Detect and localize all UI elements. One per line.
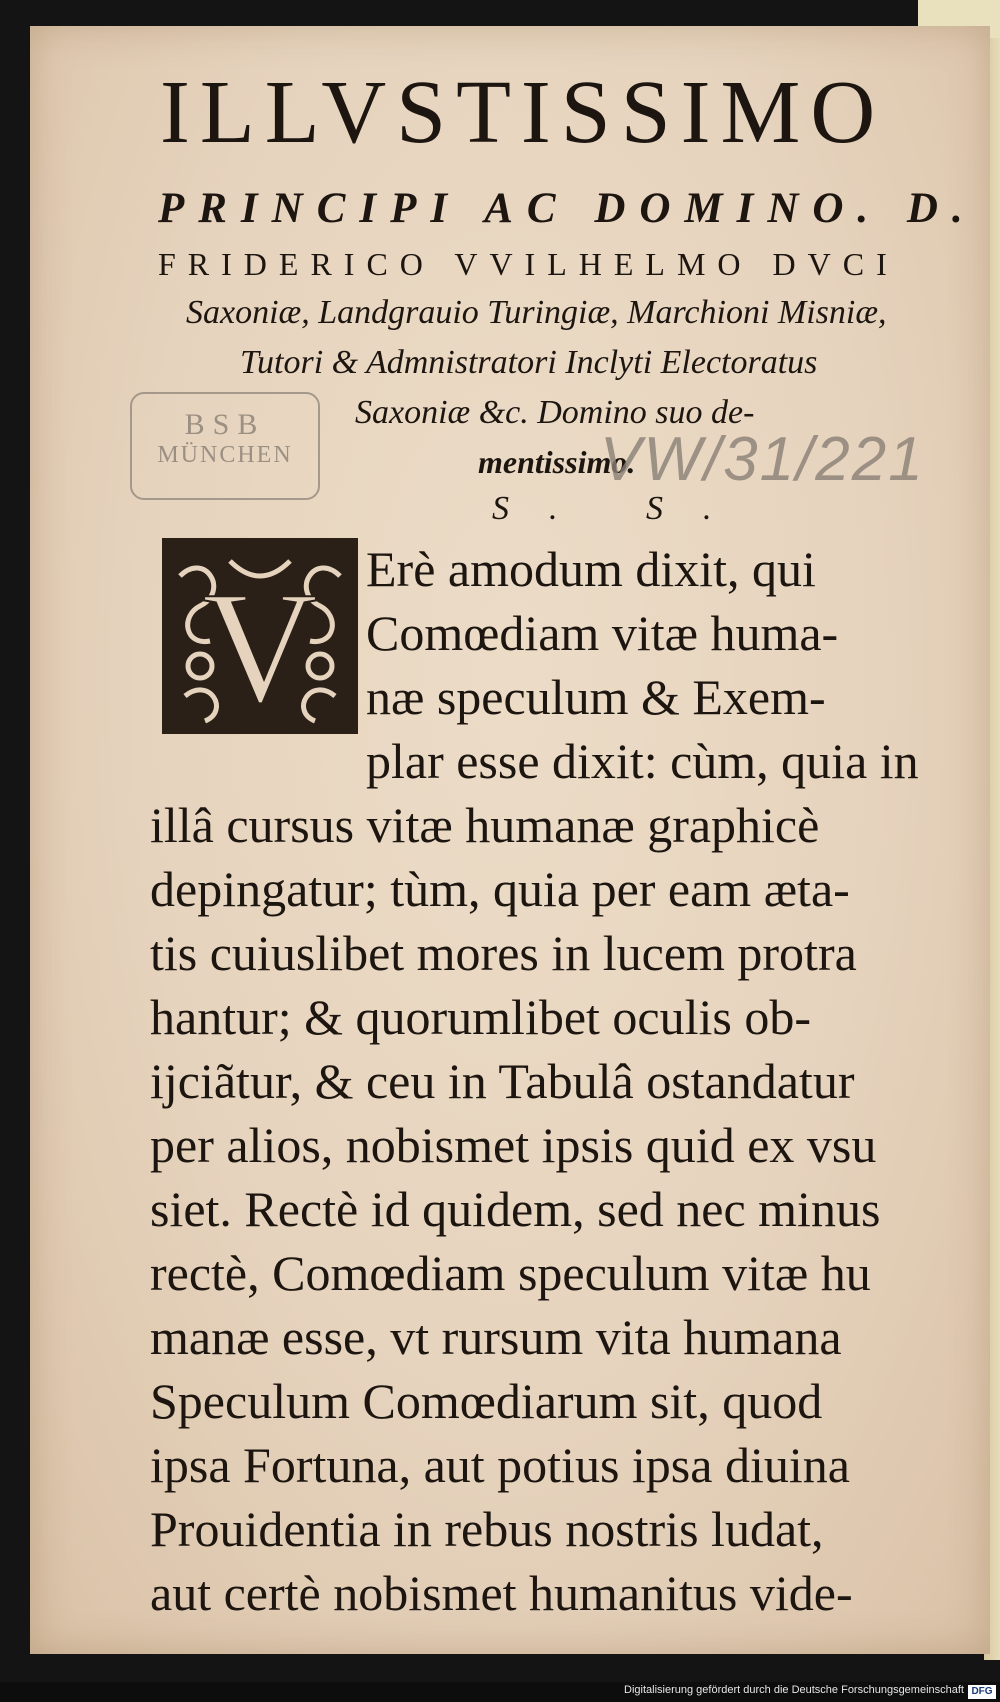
body-line: per alios, nobismet ipsis quid ex vsu [150,1117,877,1173]
book-page [30,26,990,1654]
dedication-line-3: Saxoniæ, Landgrauio Turingiæ, Marchioni Misniæ, [186,294,887,331]
body-line: depingatur; tùm, quia per eam æta- [150,861,850,917]
body-line: næ speculum & Exem- [366,669,826,725]
library-stamp [130,392,320,500]
dedication-line-4: Tutori & Admnistratori Inclyti Electoratus [240,344,818,381]
dedication-line-6: mentissimo. [478,444,636,480]
funding-credit: Digitalisierung gefördert durch die Deutsche Forschungsgemeinschaft [624,1684,964,1696]
decorated-initial [160,536,360,736]
body-line: siet. Rectè id quidem, sed nec minus [150,1181,881,1237]
body-line: Speculum Comœdiarum sit, quod [150,1373,823,1429]
stamp-line-1: BSB [184,408,266,441]
dedication-line-5: Saxoniæ &c. Domino suo de- [355,394,755,431]
dedication-title: ILLVSTISSIMO [160,63,886,162]
salutation: S. S. [492,490,752,527]
body-line: Prouidentia in rebus nostris ludat, [150,1501,824,1557]
dedication-line-2: FRIDERICO VVILHELMO DVCI [158,246,899,282]
body-line: rectè, Comœdiam speculum vitæ hu [150,1245,871,1301]
body-line: aut certè nobismet humanitus vide- [150,1565,853,1621]
dfg-logo: DFG [968,1685,996,1699]
body-line: illâ cursus vitæ humanæ graphicè [150,797,820,853]
dedication-line-1: PRINCIPI AC DOMINO. D. [158,185,977,232]
body-line: ijciãtur, & ceu in Tabulâ ostandatur [150,1053,855,1109]
initial-letter: V [202,558,318,736]
body-line: ipsa Fortuna, aut potius ipsa diuina [150,1437,850,1493]
body-line: Comœdiam vitæ huma- [366,605,839,661]
body-line: plar esse dixit: cùm, quia in [366,733,919,789]
body-line: tis cuiuslibet mores in lucem protra [150,925,857,981]
body-line: Erè amodum dixit, qui [366,541,816,597]
shelfmark: VW/31/221 [600,425,925,494]
body-line: manæ esse, vt rursum vita humana [150,1309,842,1365]
body-line: hantur; & quorumlibet oculis ob- [150,989,812,1045]
stamp-line-2: MÜNCHEN [157,442,293,468]
